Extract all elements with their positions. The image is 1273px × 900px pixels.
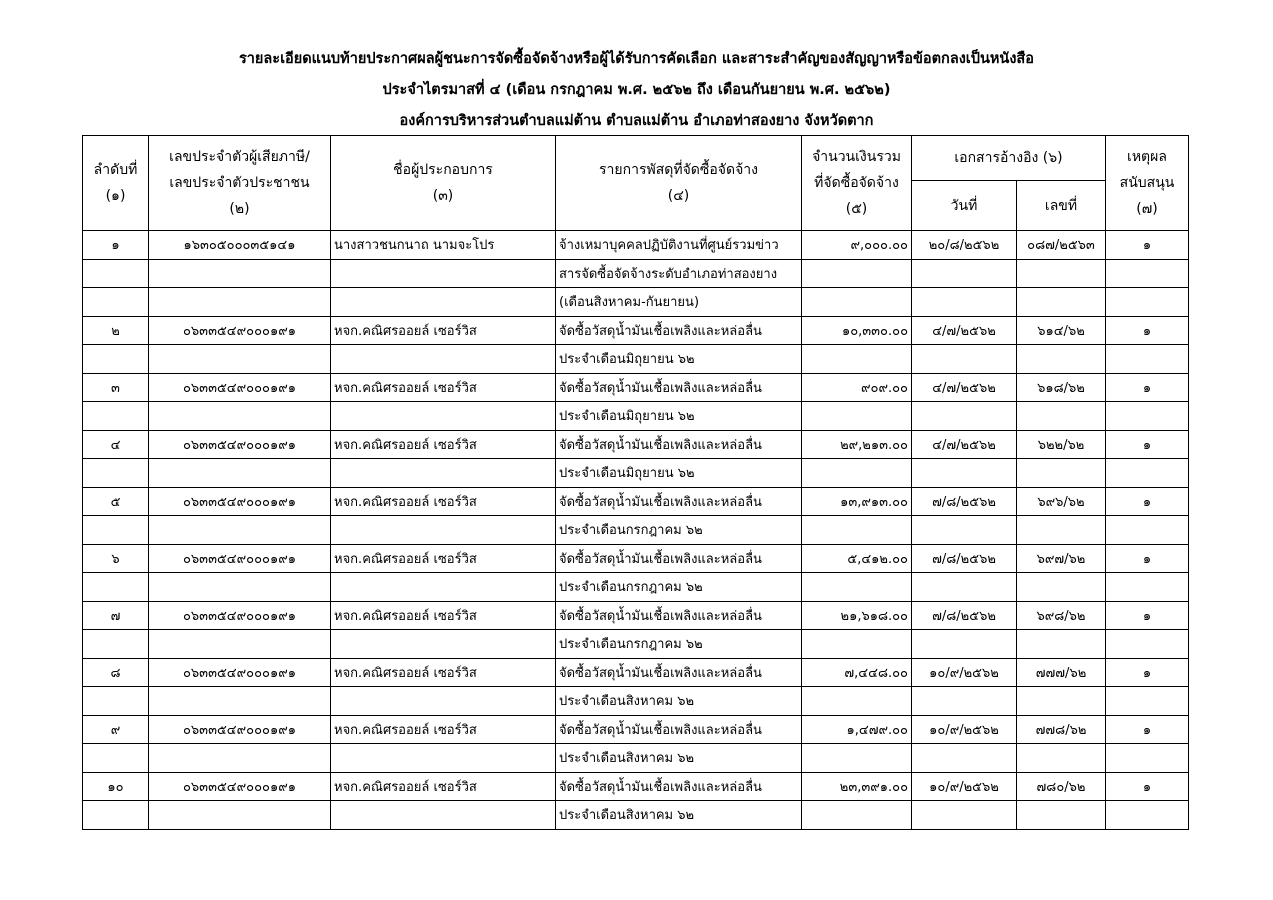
cell-date: ๔/๗/๒๕๖๒ — [912, 430, 1017, 459]
cell-vendor: หจก.คณิศรออยล์ เซอร์วิส — [331, 601, 556, 630]
cell-no: ๘ — [83, 658, 149, 687]
table-row — [83, 744, 1189, 773]
table-row — [83, 630, 1189, 659]
cell-docno — [1017, 516, 1106, 545]
cell-taxid — [149, 801, 331, 830]
cell-item: ประจำเดือนมิถุยายน ๖๒ — [556, 345, 802, 374]
cell-date: ๑๐/๙/๒๕๖๒ — [912, 658, 1017, 687]
cell-docno: ๖๙๘/๖๒ — [1017, 601, 1106, 630]
cell-docno — [1017, 573, 1106, 602]
table-row — [83, 601, 1189, 630]
cell-date — [912, 516, 1017, 545]
cell-amount: ๙๐๙.๐๐ — [802, 373, 912, 402]
cell-no: ๕ — [83, 487, 149, 516]
cell-reason: ๑ — [1106, 316, 1189, 345]
cell-date — [912, 288, 1017, 317]
cell-taxid: ๐๖๓๓๕๔๙๐๐๐๑๙๑ — [149, 658, 331, 687]
cell-item: จัดซื้อวัสดุน้ำมันเชื้อเพลิงและหล่อลื่น — [556, 715, 802, 744]
cell-vendor — [331, 516, 556, 545]
table-row — [83, 288, 1189, 317]
cell-taxid: ๐๖๓๓๕๔๙๐๐๐๑๙๑ — [149, 316, 331, 345]
cell-amount — [802, 573, 912, 602]
cell-reason — [1106, 345, 1189, 374]
cell-date — [912, 459, 1017, 488]
table-row — [83, 516, 1189, 545]
cell-vendor — [331, 402, 556, 431]
cell-docno: ๐๘๗/๒๕๖๓ — [1017, 231, 1106, 260]
cell-date: ๗/๘/๒๕๖๒ — [912, 601, 1017, 630]
cell-item: จัดซื้อวัสดุน้ำมันเชื้อเพลิงและหล่อลื่น — [556, 658, 802, 687]
cell-reason — [1106, 573, 1189, 602]
cell-amount: ๒๓,๓๙๑.๐๐ — [802, 772, 912, 801]
cell-item: ประจำเดือนมิถุยายน ๖๒ — [556, 402, 802, 431]
cell-amount — [802, 402, 912, 431]
cell-item: สารจัดซื้อจัดจ้างระดับอำเภอท่าสองยาง — [556, 259, 802, 288]
cell-docno — [1017, 630, 1106, 659]
cell-taxid — [149, 744, 331, 773]
cell-reason — [1106, 744, 1189, 773]
cell-no: ๗ — [83, 601, 149, 630]
cell-docno: ๖๙๗/๖๒ — [1017, 544, 1106, 573]
cell-docno — [1017, 744, 1106, 773]
table-row — [83, 259, 1189, 288]
col-header-reason: เหตุผล สนับสนุน (๗) — [1106, 136, 1189, 231]
cell-amount — [802, 516, 912, 545]
cell-date — [912, 402, 1017, 431]
document-title — [0, 44, 1273, 137]
cell-reason — [1106, 630, 1189, 659]
cell-taxid: ๑๖๓๐๕๐๐๐๓๕๑๔๑ — [149, 231, 331, 260]
table-row — [83, 459, 1189, 488]
cell-docno — [1017, 459, 1106, 488]
cell-vendor — [331, 630, 556, 659]
cell-item: จัดซื้อวัสดุน้ำมันเชื้อเพลิงและหล่อลื่น — [556, 373, 802, 402]
cell-date — [912, 345, 1017, 374]
cell-no — [83, 687, 149, 716]
cell-docno: ๖๑๔/๖๒ — [1017, 316, 1106, 345]
cell-reason: ๑ — [1106, 544, 1189, 573]
table-row — [83, 231, 1189, 260]
cell-date: ๗/๘/๒๕๖๒ — [912, 487, 1017, 516]
cell-date: ๔/๗/๒๕๖๒ — [912, 316, 1017, 345]
cell-reason: ๑ — [1106, 715, 1189, 744]
cell-taxid: ๐๖๓๓๕๔๙๐๐๐๑๙๑ — [149, 544, 331, 573]
cell-item: จัดซื้อวัสดุน้ำมันเชื้อเพลิงและหล่อลื่น — [556, 430, 802, 459]
cell-taxid — [149, 573, 331, 602]
cell-vendor: หจก.คณิศรออยล์ เซอร์วิส — [331, 715, 556, 744]
cell-item: ประจำเดือนกรกฎาคม ๖๒ — [556, 573, 802, 602]
cell-item: ประจำเดือนกรกฎาคม ๖๒ — [556, 516, 802, 545]
cell-item: ประจำเดือนมิถุยายน ๖๒ — [556, 459, 802, 488]
cell-docno: ๗๗๗/๖๒ — [1017, 658, 1106, 687]
cell-reason — [1106, 402, 1189, 431]
header-row-1 — [83, 136, 1189, 181]
cell-taxid — [149, 288, 331, 317]
cell-amount — [802, 744, 912, 773]
cell-amount — [802, 345, 912, 374]
cell-item: จ้างเหมาบุคคลปฏิบัติงานที่ศูนย์รวมข่าว — [556, 231, 802, 260]
cell-amount: ๒๑,๖๑๘.๐๐ — [802, 601, 912, 630]
cell-taxid: ๐๖๓๓๕๔๙๐๐๐๑๙๑ — [149, 373, 331, 402]
cell-no — [83, 259, 149, 288]
cell-no — [83, 744, 149, 773]
cell-amount — [802, 801, 912, 830]
cell-taxid — [149, 259, 331, 288]
cell-amount: ๗,๔๔๘.๐๐ — [802, 658, 912, 687]
cell-docno — [1017, 801, 1106, 830]
cell-no: ๒ — [83, 316, 149, 345]
cell-amount — [802, 459, 912, 488]
cell-amount: ๒๙,๒๑๓.๐๐ — [802, 430, 912, 459]
cell-reason — [1106, 516, 1189, 545]
cell-docno — [1017, 345, 1106, 374]
cell-docno — [1017, 259, 1106, 288]
cell-amount — [802, 288, 912, 317]
cell-no — [83, 801, 149, 830]
table-row — [83, 658, 1189, 687]
cell-no — [83, 402, 149, 431]
table-row — [83, 430, 1189, 459]
cell-vendor — [331, 459, 556, 488]
cell-docno: ๖๒๒/๖๒ — [1017, 430, 1106, 459]
cell-no — [83, 345, 149, 374]
cell-amount — [802, 630, 912, 659]
cell-docno: ๖๑๘/๖๒ — [1017, 373, 1106, 402]
cell-no — [83, 630, 149, 659]
cell-date: ๗/๘/๒๕๖๒ — [912, 544, 1017, 573]
cell-reason: ๑ — [1106, 487, 1189, 516]
cell-item: จัดซื้อวัสดุน้ำมันเชื้อเพลิงและหล่อลื่น — [556, 487, 802, 516]
cell-vendor: หจก.คณิศรออยล์ เซอร์วิส — [331, 487, 556, 516]
table-row — [83, 316, 1189, 345]
cell-no — [83, 516, 149, 545]
cell-vendor: หจก.คณิศรออยล์ เซอร์วิส — [331, 772, 556, 801]
cell-item: ประจำเดือนสิงหาคม ๖๒ — [556, 801, 802, 830]
cell-item: จัดซื้อวัสดุน้ำมันเชื้อเพลิงและหล่อลื่น — [556, 316, 802, 345]
cell-reason — [1106, 801, 1189, 830]
cell-item: ประจำเดือนสิงหาคม ๖๒ — [556, 687, 802, 716]
cell-date — [912, 744, 1017, 773]
cell-vendor — [331, 744, 556, 773]
procurement-table — [82, 135, 1189, 830]
cell-no: ๑ — [83, 231, 149, 260]
cell-vendor: หจก.คณิศรออยล์ เซอร์วิส — [331, 373, 556, 402]
cell-no: ๓ — [83, 373, 149, 402]
table-row — [83, 487, 1189, 516]
cell-date: ๑๐/๙/๒๕๖๒ — [912, 772, 1017, 801]
cell-vendor — [331, 345, 556, 374]
table-row — [83, 715, 1189, 744]
title-line-2: ประจำไตรมาสที่ ๔ (เดือน กรกฎาคม พ.ศ. ๒๕๖๒ ถึง เดือนกันยายน พ.ศ. ๒๕๖๒) — [382, 82, 891, 98]
col-header-amount: จำนวนเงินรวม ที่จัดซื้อจัดจ้าง (๕) — [802, 136, 912, 231]
cell-vendor: นางสาวชนกนาถ นามจะโปร — [331, 231, 556, 260]
title-line-3: องค์การบริหารส่วนตำบลแม่ต้าน ตำบลแม่ต้าน อำเภอท่าสองยาง จังหวัดตาก — [399, 113, 874, 129]
cell-amount: ๑๐,๓๓๐.๐๐ — [802, 316, 912, 345]
cell-amount: ๑,๔๗๙.๐๐ — [802, 715, 912, 744]
cell-no: ๔ — [83, 430, 149, 459]
cell-taxid — [149, 402, 331, 431]
table-row — [83, 801, 1189, 830]
table-body — [83, 231, 1189, 830]
cell-amount: ๙,๐๐๐.๐๐ — [802, 231, 912, 260]
cell-taxid: ๐๖๓๓๕๔๙๐๐๐๑๙๑ — [149, 715, 331, 744]
cell-item: จัดซื้อวัสดุน้ำมันเชื้อเพลิงและหล่อลื่น — [556, 772, 802, 801]
cell-docno — [1017, 288, 1106, 317]
cell-taxid: ๐๖๓๓๕๔๙๐๐๐๑๙๑ — [149, 601, 331, 630]
cell-no — [83, 573, 149, 602]
cell-vendor: หจก.คณิศรออยล์ เซอร์วิส — [331, 430, 556, 459]
title-line-1: รายละเอียดแนบท้ายประกาศผลผู้ชนะการจัดซื้อจัดจ้างหรือผู้ได้รับการคัดเลือก และสาระสำคัญของสัญญาหรือข้อตกลงเป็นหนังสือ — [239, 51, 1034, 67]
col-header-no: ลำดับที่ (๑) — [83, 136, 149, 231]
cell-taxid: ๐๖๓๓๕๔๙๐๐๐๑๙๑ — [149, 430, 331, 459]
cell-item: จัดซื้อวัสดุน้ำมันเชื้อเพลิงและหล่อลื่น — [556, 601, 802, 630]
cell-reason: ๑ — [1106, 772, 1189, 801]
cell-item: ประจำเดือนสิงหาคม ๖๒ — [556, 744, 802, 773]
cell-date — [912, 687, 1017, 716]
cell-vendor — [331, 288, 556, 317]
cell-taxid — [149, 516, 331, 545]
table-row — [83, 772, 1189, 801]
cell-taxid — [149, 630, 331, 659]
table-row — [83, 687, 1189, 716]
cell-date: ๒๐/๘/๒๕๖๒ — [912, 231, 1017, 260]
cell-docno — [1017, 687, 1106, 716]
cell-date — [912, 801, 1017, 830]
cell-item: จัดซื้อวัสดุน้ำมันเชื้อเพลิงและหล่อลื่น — [556, 544, 802, 573]
cell-reason: ๑ — [1106, 373, 1189, 402]
col-header-taxid: เลขประจำตัวผู้เสียภาษี/ เลขประจำตัวประชาชน (๒) — [149, 136, 331, 231]
cell-docno: ๗๗๘/๖๒ — [1017, 715, 1106, 744]
cell-date: ๑๐/๙/๒๕๖๒ — [912, 715, 1017, 744]
cell-docno: ๗๘๐/๖๒ — [1017, 772, 1106, 801]
col-header-docno: เลขที่ — [1017, 181, 1106, 231]
cell-no — [83, 288, 149, 317]
col-header-date: วันที่ — [912, 181, 1017, 231]
cell-reason — [1106, 459, 1189, 488]
cell-vendor: หจก.คณิศรออยล์ เซอร์วิส — [331, 544, 556, 573]
cell-amount — [802, 259, 912, 288]
cell-reason: ๑ — [1106, 601, 1189, 630]
cell-vendor — [331, 259, 556, 288]
cell-docno: ๖๙๖/๖๒ — [1017, 487, 1106, 516]
table-row — [83, 402, 1189, 431]
cell-no: ๖ — [83, 544, 149, 573]
cell-vendor: หจก.คณิศรออยล์ เซอร์วิส — [331, 316, 556, 345]
cell-reason — [1106, 259, 1189, 288]
cell-amount — [802, 687, 912, 716]
col-header-item: รายการพัสดุที่จัดซื้อจัดจ้าง (๔) — [556, 136, 802, 231]
cell-docno — [1017, 402, 1106, 431]
cell-reason — [1106, 687, 1189, 716]
cell-no: ๙ — [83, 715, 149, 744]
cell-reason: ๑ — [1106, 231, 1189, 260]
cell-item: ประจำเดือนกรกฎาคม ๖๒ — [556, 630, 802, 659]
cell-taxid: ๐๖๓๓๕๔๙๐๐๐๑๙๑ — [149, 772, 331, 801]
table-row — [83, 573, 1189, 602]
col-header-vendor: ชื่อผู้ประกอบการ (๓) — [331, 136, 556, 231]
col-header-reference: เอกสารอ้างอิง (๖) — [912, 136, 1106, 181]
table-row — [83, 544, 1189, 573]
cell-item: (เดือนสิงหาคม-กันยายน) — [556, 288, 802, 317]
cell-no: ๑๐ — [83, 772, 149, 801]
cell-no — [83, 459, 149, 488]
cell-reason: ๑ — [1106, 430, 1189, 459]
cell-amount: ๑๓,๙๑๓.๐๐ — [802, 487, 912, 516]
cell-taxid — [149, 345, 331, 374]
cell-date: ๔/๗/๒๕๖๒ — [912, 373, 1017, 402]
table-row — [83, 373, 1189, 402]
cell-reason: ๑ — [1106, 658, 1189, 687]
cell-taxid — [149, 459, 331, 488]
cell-vendor — [331, 573, 556, 602]
cell-reason — [1106, 288, 1189, 317]
cell-taxid — [149, 687, 331, 716]
cell-vendor — [331, 687, 556, 716]
cell-amount: ๕,๔๑๒.๐๐ — [802, 544, 912, 573]
cell-vendor — [331, 801, 556, 830]
cell-date — [912, 573, 1017, 602]
cell-vendor: หจก.คณิศรออยล์ เซอร์วิส — [331, 658, 556, 687]
cell-taxid: ๐๖๓๓๕๔๙๐๐๐๑๙๑ — [149, 487, 331, 516]
table-row — [83, 345, 1189, 374]
cell-date — [912, 630, 1017, 659]
cell-date — [912, 259, 1017, 288]
